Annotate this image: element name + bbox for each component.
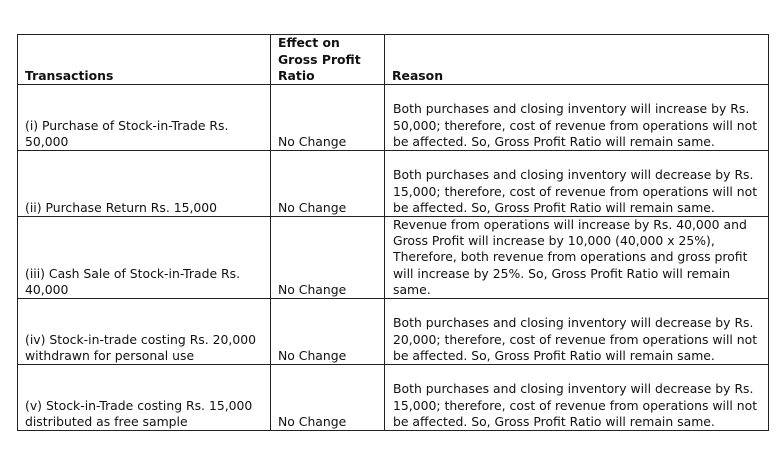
table-row (18, 299, 769, 365)
reason-cell: Both purchases and closing inventory will increase by Rs. 50,000; therefore, cost of revenue from operations will not be affected. So, Gross Profit Ratio will remain same. (385, 85, 769, 151)
table-header-row (18, 35, 769, 85)
header-effect: Effect on Gross Profit Ratio (271, 35, 385, 85)
transaction-cell: (iv) Stock-in-trade costing Rs. 20,000 withdrawn for personal use (18, 299, 271, 365)
gross-profit-ratio-table (17, 34, 769, 431)
transaction-cell: (i) Purchase of Stock-in-Trade Rs. 50,000 (18, 85, 271, 151)
reason-cell: Both purchases and closing inventory will decrease by Rs. 20,000; therefore, cost of revenue from operations will not be affected. So, Gross Profit Ratio will remain same. (385, 299, 769, 365)
table-row (18, 217, 769, 299)
transaction-cell: (ii) Purchase Return Rs. 15,000 (18, 151, 271, 217)
reason-cell: Revenue from operations will increase by Rs. 40,000 and Gross Profit will increase by 10,000 (40,000 x 25%), Therefore, both revenue from operations and gross profit will increase by 25%. So, Gross Profit Ratio will remain same. (385, 217, 769, 299)
effect-cell: No Change (271, 299, 385, 365)
table-row (18, 85, 769, 151)
reason-cell: Both purchases and closing inventory will decrease by Rs. 15,000; therefore, cost of revenue from operations will not be affected. So, Gross Profit Ratio will remain same. (385, 365, 769, 431)
table-row (18, 151, 769, 217)
effect-cell: No Change (271, 217, 385, 299)
header-transactions: Transactions (18, 35, 271, 85)
transaction-cell: (v) Stock-in-Trade costing Rs. 15,000 distributed as free sample (18, 365, 271, 431)
header-reason: Reason (385, 35, 769, 85)
table-row (18, 365, 769, 431)
reason-cell: Both purchases and closing inventory will decrease by Rs. 15,000; therefore, cost of revenue from operations will not be affected. So, Gross Profit Ratio will remain same. (385, 151, 769, 217)
effect-cell: No Change (271, 151, 385, 217)
effect-cell: No Change (271, 85, 385, 151)
effect-cell: No Change (271, 365, 385, 431)
transaction-cell: (iii) Cash Sale of Stock-in-Trade Rs. 40,000 (18, 217, 271, 299)
